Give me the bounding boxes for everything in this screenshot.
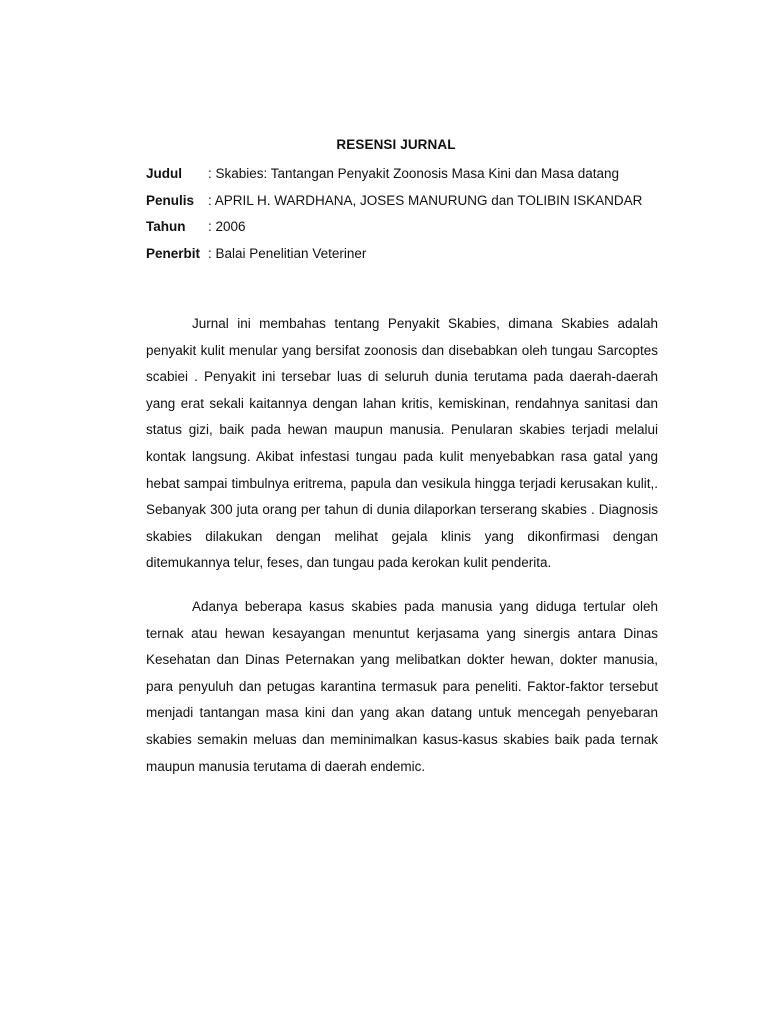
meta-key: Tahun xyxy=(146,219,186,235)
meta-row-penerbit xyxy=(146,244,666,271)
meta-row-penulis xyxy=(146,191,666,218)
meta-row-judul xyxy=(146,164,666,191)
document-title: RESENSI JURNAL xyxy=(336,137,456,152)
paragraph: Jurnal ini membahas tentang Penyakit Skabies, dimana Skabies adalah penyakit kulit menular yang bersifat zoonosis dan disebabkan oleh tungau Sarcoptes scabiei . Penyakit ini tersebar luas di seluruh dunia terutama pada daerah-daerah yang erat sekali kaitannya dengan lahan kritis, kemiskinan, rendahnya sanitasi dan status gizi, baik pada hewan maupun manusia. Penularan skabies terjadi melalui kontak langsung. Akibat infestasi tungau pada kulit menyebabkan rasa gatal yang hebat sampai timbulnya eritrema, papula dan vesikula hingga terjadi kerusakan kulit,. Sebanyak 300 juta orang per tahun di dunia dilaporkan terserang skabies . Diagnosis skabies dilakukan dengan melihat gejala klinis yang dikonfirmasi dengan ditemukannya telur, feses, dan tungau pada kerokan kulit penderita. xyxy=(146,316,658,571)
meta-key: Penulis xyxy=(146,192,195,208)
paragraph: Adanya beberapa kasus skabies pada manusia yang diduga tertular oleh ternak atau hewan kesayangan menuntut kerjasama yang sinergis antara Dinas Kesehatan dan Dinas Peternakan yang melibatkan dokter hewan, dokter manusia, para penyuluh dan petugas karantina termasuk para peneliti. Faktor-faktor tersebut menjadi tantangan masa kini dan yang akan datang untuk mencegah penyebaran skabies semakin meluas dan meminimalkan kasus-kasus skabies baik pada ternak maupun manusia terutama di daerah endemic. xyxy=(146,598,658,774)
meta-value: : APRIL H. WARDHANA, JOSES MANURUNG dan TOLIBIN ISKANDAR xyxy=(208,192,643,208)
meta-value: : Balai Penelitian Veteriner xyxy=(208,245,367,261)
meta-key: Penerbit xyxy=(146,245,201,261)
metadata-block xyxy=(146,164,666,270)
meta-row-tahun xyxy=(146,217,666,244)
body-text xyxy=(146,311,658,797)
meta-value: : Skabies: Tantangan Penyakit Zoonosis Masa Kini dan Masa datang xyxy=(208,166,620,181)
meta-key: Judul xyxy=(146,166,182,181)
meta-value: : 2006 xyxy=(208,219,246,235)
